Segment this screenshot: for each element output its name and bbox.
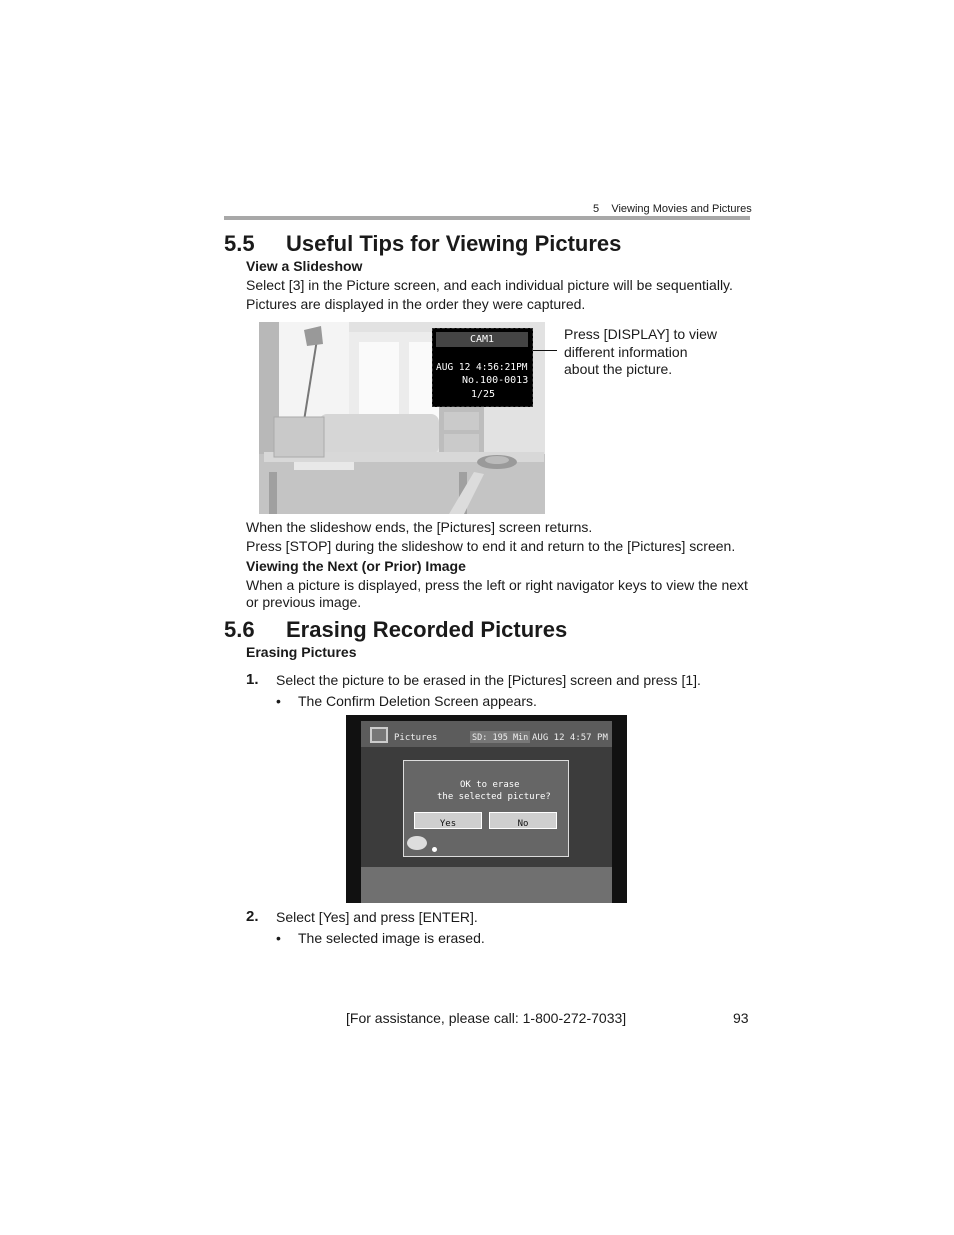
assistance-line: [For assistance, please call: 1-800-272-7033] — [346, 1010, 627, 1026]
dialog-line: the selected picture? — [437, 792, 551, 802]
no-label: No — [517, 819, 529, 829]
running-header: 5 Viewing Movies and Pictures — [593, 203, 752, 215]
callout-text: about the picture. — [564, 361, 673, 377]
screen-datetime: AUG 12 4:57 PM — [532, 733, 608, 743]
step-bullet-text: The Confirm Deletion Screen appears. — [298, 693, 537, 709]
dialog-line: OK to erase — [460, 780, 520, 790]
confirm-deletion-screen — [346, 715, 627, 903]
callout-text: Press [DISPLAY] to view — [564, 326, 718, 342]
step-number: 2. — [246, 908, 259, 925]
overlay-datetime: AUG 12 4:56:21PM — [436, 362, 528, 373]
screen-title: Pictures — [394, 733, 438, 743]
display-info-overlay — [432, 328, 533, 407]
section-title: Useful Tips for Viewing Pictures — [286, 231, 622, 256]
section-number: 5.6 — [224, 617, 255, 642]
no-button[interactable] — [489, 812, 557, 829]
navigator-icon — [407, 836, 427, 850]
slideshow-end-text: When the slideshow ends, the [Pictures] screen returns. — [246, 519, 593, 535]
screen-bottom-bar — [361, 867, 612, 903]
bullet-dot: • — [276, 693, 281, 709]
picture-count: 1/25 — [471, 389, 496, 400]
next-image-heading: Viewing the Next (or Prior) Image — [246, 558, 466, 574]
callout-text: different information — [564, 344, 688, 360]
erasing-heading: Erasing Pictures — [246, 644, 357, 660]
step-text: Select the picture to be erased in the [Pictures] screen and press [1]. — [276, 672, 701, 688]
camera-label: CAM1 — [470, 334, 495, 345]
confirm-dialog — [403, 760, 569, 857]
yes-label: Yes — [439, 819, 457, 829]
page-number: 93 — [733, 1010, 749, 1026]
stop-text: Press [STOP] during the slideshow to end it and return to the [Pictures] screen. — [246, 538, 736, 554]
enter-dot-icon — [432, 847, 437, 852]
next-image-text: or previous image. — [246, 594, 362, 610]
step-number: 1. — [246, 671, 259, 688]
callout-line — [533, 350, 557, 351]
slideshow-text: Pictures are displayed in the order they were captured. — [246, 296, 586, 312]
step-text: Select [Yes] and press [ENTER]. — [276, 909, 478, 925]
next-image-text: When a picture is displayed, press the left or right navigator keys to view the next — [246, 577, 748, 593]
yes-button[interactable] — [414, 812, 482, 829]
section-number: 5.5 — [224, 231, 255, 256]
section-title: Erasing Recorded Pictures — [286, 617, 568, 642]
slideshow-text: Select [3] in the Picture screen, and each individual picture will be sequentially. — [246, 277, 733, 293]
bullet-dot: • — [276, 930, 281, 946]
slideshow-heading: View a Slideshow — [246, 258, 363, 274]
sd-remaining: SD: 195 Min — [472, 733, 529, 743]
header-rule — [224, 216, 750, 220]
pictures-icon — [370, 727, 388, 743]
step-bullet-text: The selected image is erased. — [298, 930, 485, 946]
picture-number: No.100-0013 — [462, 375, 529, 386]
